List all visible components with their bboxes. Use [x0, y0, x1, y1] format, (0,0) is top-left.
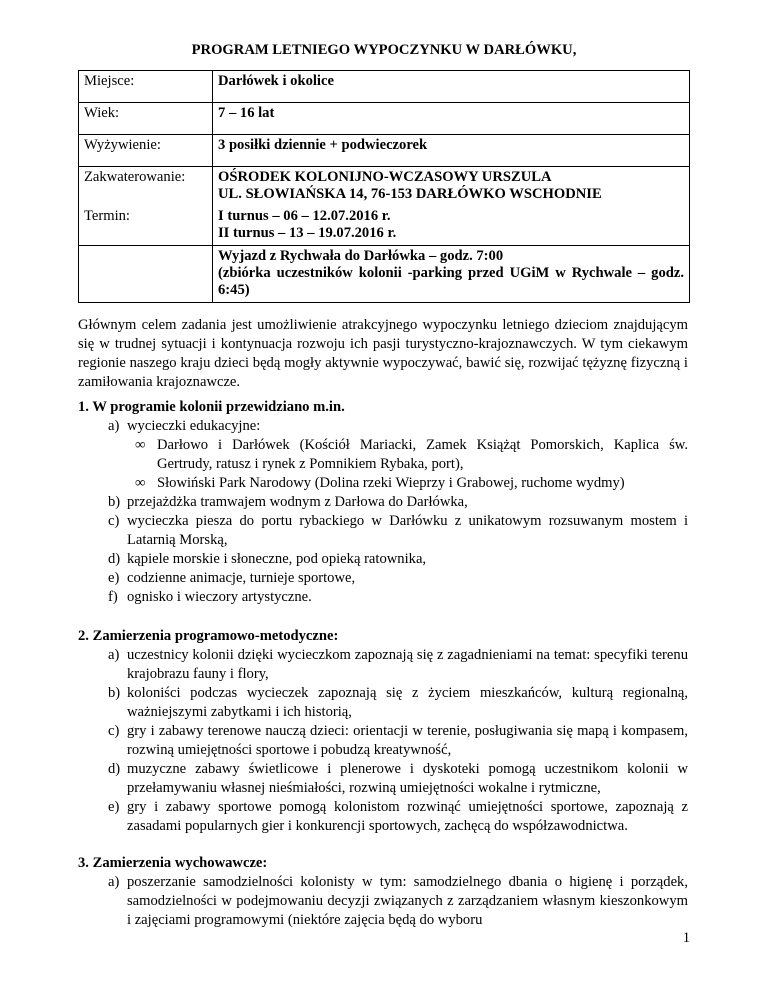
- row-value: [213, 167, 690, 207]
- info-table: [78, 70, 690, 303]
- table-row: [79, 135, 690, 167]
- list-marker: c): [108, 513, 120, 529]
- list-item-text: Darłowo i Darłówek (Kościół Mariacki, Zamek Książąt Pomorskich, Kaplica św. Gertrudy, ratusz i rynek z Pomnikiem Rybaka, port),: [157, 437, 688, 472]
- infinity-bullet-icon: ∞: [135, 475, 146, 491]
- list-marker: b): [108, 494, 121, 510]
- list-marker: e): [108, 570, 120, 586]
- departure-info: Wyjazd z Rychwała do Darłówka – godz. 7:00: [218, 248, 504, 264]
- table-row: [79, 71, 690, 103]
- term-second-session: II turnus – 13 – 19.07.2016 r.: [218, 225, 397, 241]
- infinity-bullet-icon: ∞: [135, 437, 146, 453]
- program-list: [78, 417, 688, 607]
- row-label: [79, 246, 213, 303]
- section-heading: 3. Zamierzenia wychowawcze:: [78, 855, 268, 871]
- list-marker: e): [108, 799, 120, 815]
- row-label: Miejsce:: [79, 71, 213, 103]
- list-marker: a): [108, 874, 120, 890]
- list-item-text: poszerzanie samodzielności kolonisty w tym: samodzielnego dbania o higienę i porządek, samodzielności w podejmowaniu decyzji związanych z zarządzaniem własnym kieszonkowym i zajęciami programowymi (niektóre zajęcia będą do wyboru: [127, 874, 688, 928]
- list-item: [127, 436, 688, 474]
- row-label: [79, 206, 213, 246]
- table-row: [79, 103, 690, 135]
- list-item: [127, 474, 688, 493]
- list-marker: f): [108, 589, 118, 605]
- list-item-text: gry i zabawy sportowe pomogą kolonistom rozwinąć umiejętności sportowe, zapoznają z zasadami popularnych gier i konkurencji sportowych, zachęcą do współzawodnictwa.: [127, 799, 688, 834]
- table-row: [79, 167, 690, 207]
- meeting-info: (zbiórka uczestników kolonii -parking przed UGiM w Rychwale – godz. 6:45): [218, 265, 684, 298]
- list-item: [78, 550, 688, 569]
- list-marker: c): [108, 723, 120, 739]
- educational-list: [78, 873, 688, 930]
- table-row: [79, 206, 690, 246]
- list-item: [78, 684, 688, 722]
- list-item: [78, 569, 688, 588]
- list-item-text: przejażdżka tramwajem wodnym z Darłowa do Darłówka,: [127, 494, 468, 510]
- section-heading: 1. W programie kolonii przewidziano m.in.: [78, 399, 345, 415]
- table-row: [79, 246, 690, 303]
- list-item-text: codzienne animacje, turnieje sportowe,: [127, 570, 356, 586]
- list-item-text: koloniści podczas wycieczek zapoznają się z życiem mieszkańców, kulturą regionalną, ważniejszymi zabytkami i ich historią,: [127, 685, 688, 720]
- program-section: [78, 398, 688, 607]
- list-item-text: uczestnicy kolonii dzięki wycieczkom zapoznają się z zagadnieniami na temat: specyfiki terenu krajobrazu fauny i flory,: [127, 647, 688, 682]
- row-label: Wiek:: [79, 103, 213, 135]
- list-marker: a): [108, 418, 120, 434]
- section-heading: 2. Zamierzenia programowo-metodyczne:: [78, 628, 339, 644]
- methodology-section: [78, 627, 688, 836]
- row-value: [213, 246, 690, 303]
- row-label: Wyżywienie:: [79, 135, 213, 167]
- list-item: [78, 760, 688, 798]
- list-item-text: Słowiński Park Narodowy (Dolina rzeki Wieprzy i Grabowej, ruchome wydmy): [157, 475, 625, 491]
- list-item-text: gry i zabawy terenowe nauczą dzieci: orientacji w terenie, posługiwania się mapą i kompasem, rozwiną umiejętności sportowe i pobudzą kreatywność,: [127, 723, 688, 758]
- list-item-text: muzyczne zabawy świetlicowe i plenerowe i dyskoteki pomogą uczestnikom kolonii w przełamywaniu własnej nieśmiałości, rozwiną umiejętności wokalne i rytmiczne,: [127, 761, 688, 796]
- list-item: [78, 417, 688, 493]
- intro-paragraph: Głównym celem zadania jest umożliwienie atrakcyjnego wypoczynku letniego dzieciom znajdującym się w trudnej sytuacji i kontynuacja rozwoju ich pasji turystyczno-krajoznawczych. W tym ciekawym regionie naszego kraju dzieci będą mogły aktywnie wypoczywać, bawić się, rozwijać tężyznę fizyczną i zamiłowania krajoznawcze.: [78, 317, 688, 390]
- list-item-text: wycieczki edukacyjne:: [127, 418, 261, 434]
- list-item: [78, 493, 688, 512]
- row-value: Darłówek i okolice: [213, 71, 690, 103]
- term-label: Termin:: [84, 208, 130, 224]
- list-marker: d): [108, 551, 121, 567]
- list-item-text: ognisko i wieczory artystyczne.: [127, 589, 312, 605]
- list-item-text: kąpiele morskie i słoneczne, pod opieką ratownika,: [127, 551, 427, 567]
- list-item: [78, 588, 688, 607]
- term-first-session: I turnus – 06 – 12.07.2016 r.: [218, 208, 391, 224]
- accommodation-address: UL. SŁOWIAŃSKA 14, 76-153 DARŁÓWKO WSCHODNIE: [218, 186, 602, 202]
- page-number: 1: [682, 930, 690, 946]
- list-item-text: wycieczka piesza do portu rybackiego w Darłówku z unikatowym rozsuwanym mostem i Latarnią Morską,: [127, 513, 688, 548]
- row-value: [213, 206, 690, 246]
- accommodation-label: Zakwaterowanie:: [84, 169, 186, 185]
- methodology-list: [78, 646, 688, 836]
- document-title: PROGRAM LETNIEGO WYPOCZYNKU W DARŁÓWKU,: [191, 42, 577, 58]
- row-value: 7 – 16 lat: [213, 103, 690, 135]
- accommodation-name: OŚRODEK KOLONIJNO-WCZASOWY URSZULA: [218, 169, 552, 185]
- excursion-list: [127, 436, 688, 493]
- list-item: [78, 722, 688, 760]
- row-value: 3 posiłki dziennie + podwieczorek: [213, 135, 690, 167]
- list-marker: b): [108, 685, 121, 701]
- list-marker: a): [108, 647, 120, 663]
- list-item: [78, 873, 688, 930]
- educational-section: [78, 854, 688, 930]
- list-item: [78, 798, 688, 836]
- row-label: [79, 167, 213, 207]
- list-item: [78, 512, 688, 550]
- list-marker: d): [108, 761, 121, 777]
- list-item: [78, 646, 688, 684]
